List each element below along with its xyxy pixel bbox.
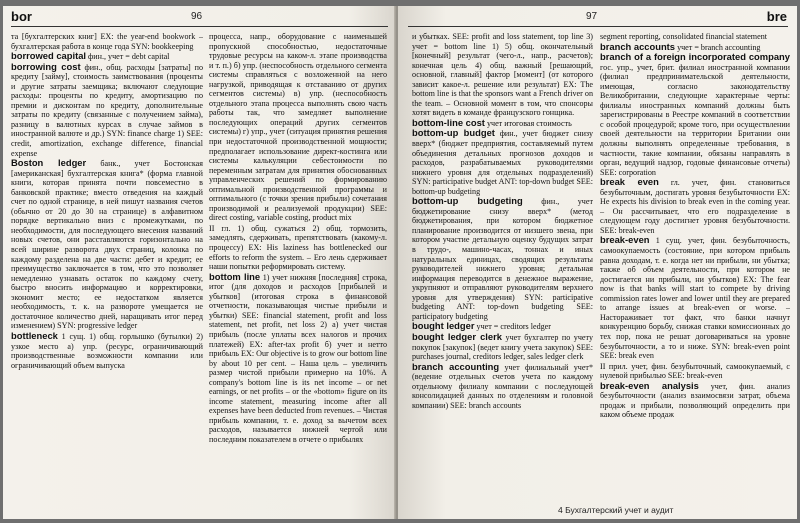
signature-footer: 4 Бухгалтерский учет и аудит	[558, 505, 674, 515]
entry	[600, 235, 790, 360]
entry	[600, 381, 790, 420]
entry-text: банк., учет Бостонская [американская] бухгалтерская книга* (форма главной книги, которая принята почти повсеместно в банковской практике; вместо отведения на каждый счет по одной странице, в ней пишут названия счетов (обычно от 20 до 30 на странице) в алфавитном порядке вертикально вниз с промежутками, по необходимости, для последующего внесения названий новых счетов, они расставляются горизонтально на всей ширине разворота двух страниц, колонка по каждому разделена на две части: дебет и кредит; ее преимущество заключается в том, что это позволяет немедленно узнавать остаток по каждому счету, быстро вносить информацию и корректировки, экономит место; ее недостатком является необходимость, т. к. на развороте умещается не достаточное количество дней, наращивать итог перед изменением) SYN: progressive ledger	[11, 159, 203, 331]
entry	[11, 331, 203, 370]
entry-term: break even	[600, 176, 659, 188]
entry	[11, 31, 203, 51]
right-header-rule	[408, 26, 788, 27]
entry-text: учет бухгалтер по учету покупок [закупок] (ведет книгу учета закупок) SEE: purchases journal, creditors ledger, sales ledger clerk	[412, 332, 593, 362]
right-guide-word: bre	[766, 9, 787, 24]
entry	[209, 272, 387, 445]
entry-text: учет итоговая стоимость	[486, 118, 572, 128]
entry-text: учет = creditors ledger	[476, 322, 551, 332]
entry-term: bottom line	[209, 270, 261, 282]
entry-text: 1) учет нижняя [последняя] строка, итог (для доходов и расходов [прибылей и убытков] (итоговая строка в финансовой отчетности, показывающая чистые прибыли и убытки) SEE: financial statement, profit and loss statement, net profit, net loss 2) а) учет чистая прибыль (после уплаты всех налогов и прочих платежей) EX: after-tax profit б) учет и нетто прибыль EX: Our objective is to grow our bottom line by about 10 per cent. – Наша цель – увеличить размер чистой прибыли примерно на 10%. A company's bottom line is its net income – or net earnings, or net profits – or the «bottom» figure on its income statement, measuring income after all expenses have been deducted from revenues. – Чистая прибыль компании, т. е. доход за вычетом всех расходов, называется нижней чертой или последним показателем в отчете о прибылях	[209, 272, 387, 444]
entry	[412, 128, 593, 196]
entry-text: процесса, напр., оборудование с наименьшей пропускной способностью, недостаточные трудовые ресурсы на каком-л. этапе производства и т. п.) б) упр. (неспособность отдельного сегмента системы справляться с возложенной на него нагрузкой, приводящая к отставанию от других сегментов системы) в) упр. (неспособность отдельного этапа процесса выполнять свою часть работы так, что замедляет выполнение последующих операций других сегментов системы) г) упр., учет (ситуация принятия решения при недостаточной производственной мощности; предполагает использование директ-костинга или системы калькуляции себестоимости по переменным затратам для принятия обоснованных управленческих решений по формированию оптимальной производственной программы и оптимального (с точки зрения прибыли) сочетания производимой и реализуемой продукции) SEE: direct costing, variable costing, product mix	[209, 32, 387, 223]
entry-term: bought ledger clerk	[412, 330, 502, 342]
left-column-1	[11, 31, 203, 513]
entry-term: break-even analysis	[600, 379, 699, 391]
entry-text: фин., общ. расходы [затраты] по кредиту [займу], стоимость заимствования (проценты и другие затраты заемщика; включают следующие расходы: проценты по кредиту, амортизацию по премии и дисконтам по кредиту, дополнительные затраты по кредиту (связанные с получением займа), разницу в валютных курсах в случае займов в иностранной валюте и др.) SYN: finance charge 1) SEE: credit, amortization, exchange difference, financial expense	[11, 62, 203, 158]
left-guide-word: bor	[11, 9, 32, 24]
entry-term: Boston ledger	[11, 157, 87, 169]
entry-text: гл. учет, фин. становиться безубыточным, достигать уровня безубыточности EX: He expects his division to break even in the coming year. – Он рассчитывает, что его подразделение в следующем году достигнет уровня безубыточности. SEE: break-even	[600, 178, 790, 235]
entry	[600, 177, 790, 235]
entry-term: bottom-line cost	[412, 116, 485, 128]
entry-text: 1 сущ. 1) общ. горлышко (бутылки) 2) узкое место а) упр. (ресурс, ограничивающий производственные возможности компании или ограничивающий объем выпуска	[11, 331, 203, 370]
entry	[600, 52, 790, 177]
entry	[600, 361, 790, 381]
entry-text: и убытках. SEE: profit and loss statement, top line 3) учет = bottom line 1) 5) общ. окончательный [конечный] результат (чего-л., напр., расчетов); конечная цель 4) общ. важный [решающий, основной, главный] фактор [момент] (от которого зависит какое-л. решение или результат) EX: The bottom line is that the sponsors want a French driver on the team. – Основной момент в том, что спонсоры хотят видеть в команде французского гонщика.	[412, 32, 593, 118]
entry	[412, 332, 593, 362]
left-header-rule	[11, 26, 388, 27]
right-page	[398, 6, 797, 519]
entry-text: 1 сущ. учет, фин. безубыточность, самоокупаемость (состояние, при котором прибыль равна доходам, т. е. когда нет ни прибыли, ни убытка; также об объем деятельности, при котором не достигается ни прибыли, ни убытков) EX: The fear now is that banks will start to compete by driving commission rates lower and lower until they are prepared to arrange issues at break-even or worse. – Настораживает тот факт, что банки начнут конкуренцию борьбу, снижая ставки комиссионных до тех пор, пока не решат договариваться на уровне безубыточности, а то и ниже. SYN: break-even point SEE: break even	[600, 236, 790, 361]
entry-term: bottom-up budgeting	[412, 195, 523, 207]
entry-term: break-even	[600, 234, 650, 246]
entry-term: bottom-up budget	[412, 127, 495, 139]
entry-text: учет = branch accounting	[677, 42, 761, 52]
entry	[11, 158, 203, 331]
entry	[412, 31, 593, 118]
entry-term: bottleneck	[11, 329, 58, 341]
entry	[209, 31, 387, 223]
entry	[412, 196, 593, 321]
entry-text: та [бухгалтерских книг] EX: the year-end bookwork – бухгалтерская работа в конце года SYN: bookkeeping	[11, 32, 203, 51]
entry-term: borrowing cost	[11, 60, 81, 72]
entry-term: bought ledger	[412, 320, 475, 332]
left-column-2	[209, 31, 387, 513]
entry-term: borrowed capital	[11, 50, 87, 62]
entry-text: segment reporting, consolidated financial statement	[600, 32, 767, 41]
right-page-number: 97	[586, 11, 598, 22]
right-column-1	[412, 31, 593, 501]
entry-text: фин., учет бюджет снизу вверх* (бюджет предприятия, составляемый путем объединения детальных прогнозов доходов и расходов, разрабатываемых руководителями нижнего уровня для отдельных подразделений) SYN: participative budget ANT: top-down budget SEE: bottom-up budgeting	[412, 129, 593, 196]
entry-text: учет, фин. анализ безубыточности (анализ взаимосвязи затрат, объема продаж и прибыли, позволяющий определить при каком объеме продаж	[600, 381, 790, 420]
entry-term: branch accounts	[600, 40, 676, 52]
entry-text: фин., учет бюджетирование снизу вверх* (метод бюджетирования, при котором бюджетное планирование производится от низшего звена, при котором участие детальную оценку будущих затрат в трудо-, машино-часах, тоннах и иных натуральных единицах, сводящих результаты руководителей нижнего уровня; детальная информация переводится в денежное выражение, укрупняют и отправляют руководителям верхнего уровня для утверждения) SYN: participative budgeting ANT: top-down budgeting SEE: participatory budgeting	[412, 197, 593, 321]
entry-text: II гл. 1) общ. сужаться 2) общ. тормозить, замедлять, сдерживать, препятствовать (какому-л. процессу) EX: His laziness has bottlenecked our efforts to reform the system. – Его лень сдерживает наши попытки реформировать систему.	[209, 223, 387, 272]
entry	[11, 62, 203, 158]
entry-term: branch of a foreign incorporated company	[600, 51, 790, 63]
right-column-2	[600, 31, 790, 513]
entry	[209, 223, 387, 272]
entry-term: branch accounting	[412, 360, 500, 372]
left-page	[3, 6, 396, 519]
entry	[412, 362, 593, 411]
entry-text: учет филиальный учет* (ведение отдельных счетов учета по каждому отдельному филиалу компании с последующей консолидацией данных по отделениям и головной компании) SEE: branch accounts	[412, 362, 593, 410]
entry-text: II прил. учет, фин. безубыточный, самоокупаемый, с нулевой прибылью SEE: break-even	[600, 361, 790, 381]
entry-text: фин., учет = debt capital	[88, 52, 170, 62]
left-page-number: 96	[191, 11, 203, 22]
entry-text: гос. упр., учет, брит. филиал иностранной компании (филиал предпринимательской деятельности, имеющая, согласно законодательству Великобритании, следующие характерные черты: филиалы иностранных компаний должны быть зарегистрированы в Реестре компаний в соответствии с особой процедурой; кроме того, при осуществлении своей деятельности на территории Британии они должны выполнять определенные требования, в частности, такие компании, обязаны направлять в орган, ведущий надзор, годовые финансовые отчеты) SEE: corporation	[600, 62, 790, 177]
